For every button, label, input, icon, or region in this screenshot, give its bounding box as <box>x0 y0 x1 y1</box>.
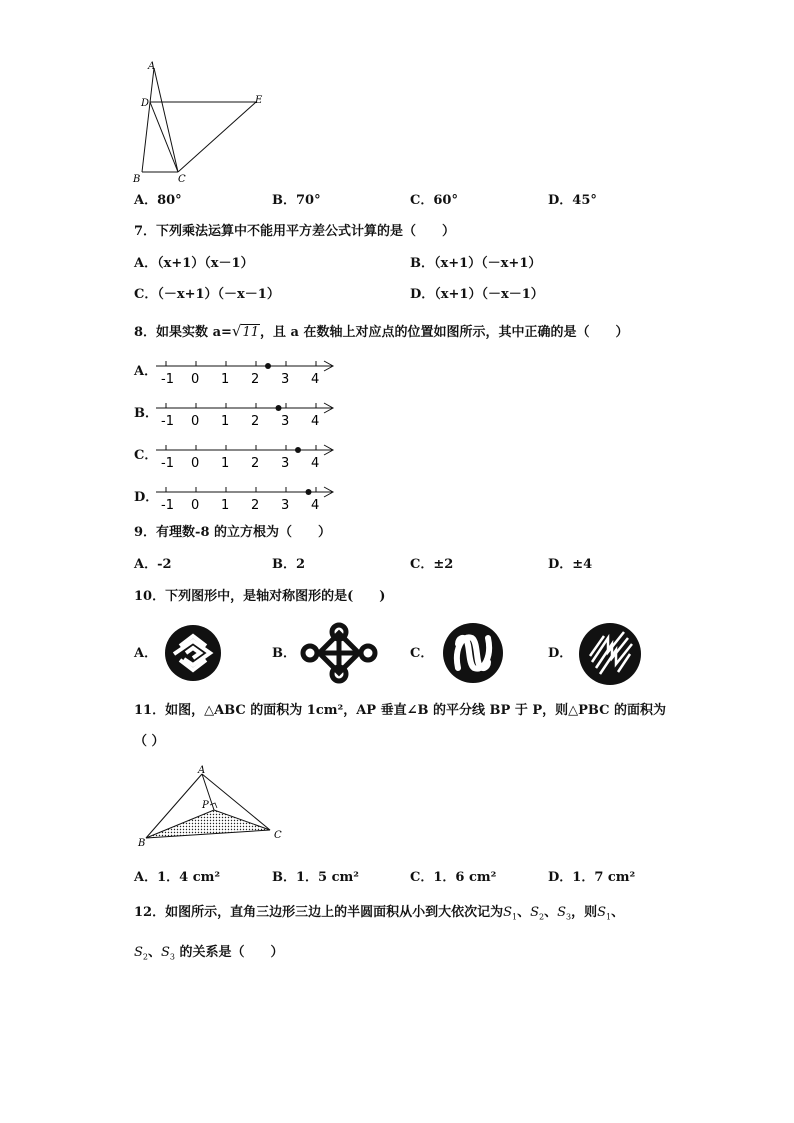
q6-option-a[interactable]: A．80° <box>134 193 182 208</box>
tick-label: 4 <box>311 372 320 386</box>
tick-label: 0 <box>191 414 200 428</box>
q9-stem: 9．有理数-8 的立方根为（ ） <box>134 525 332 540</box>
tick-label: -1 <box>161 498 174 512</box>
tick-label: 1 <box>221 456 230 470</box>
tick-label: -1 <box>161 372 174 386</box>
q7-option-a[interactable]: A．（x+1）（x－1） <box>134 256 254 271</box>
q10-option-b-label[interactable]: B． <box>272 646 296 661</box>
q12-stem-pre: 12．如图所示，直角三边形三边上的半圆面积从小到大依次记为 <box>134 905 504 920</box>
point-a <box>276 405 282 411</box>
tick-label: 1 <box>221 414 230 428</box>
label-E: E <box>255 95 263 106</box>
tick-label: 1 <box>221 372 230 386</box>
tick-label: 0 <box>191 372 200 386</box>
china-mobile-logo-icon[interactable] <box>164 624 222 682</box>
q8-number-line-d[interactable] <box>154 484 336 512</box>
q8-number-line-b[interactable] <box>154 400 336 428</box>
tick-label: 4 <box>311 456 320 470</box>
q9-option-a[interactable]: A．-2 <box>134 557 172 572</box>
q8-stem-pre: 8．如果实数 a= <box>134 325 232 340</box>
tick-label: 3 <box>281 372 290 386</box>
tick-label: 2 <box>251 372 260 386</box>
tick-label: -1 <box>161 414 174 428</box>
s3-symbol: $S_3$ <box>557 905 572 922</box>
label-B: B <box>133 174 141 185</box>
q11-stem-line1: 11．如图，△ABC 的面积为 1cm²，AP 垂直∠B 的平分线 BP 于 P，则△PBC 的面积为 <box>134 703 666 718</box>
q12-stem-post: 的关系是（ ） <box>175 945 284 960</box>
striped-emblem-icon[interactable] <box>578 622 642 686</box>
label-A: A <box>198 765 206 776</box>
q12-stem-line2: $S_2$、$S_3$ 的关系是（ ） <box>134 945 284 962</box>
q7-option-c[interactable]: C．（－x+1）（－x－1） <box>134 287 280 302</box>
q10-option-c-label[interactable]: C． <box>410 646 434 661</box>
q8-option-b-label[interactable]: B． <box>134 406 158 421</box>
q8-number-line-c[interactable] <box>154 442 336 470</box>
label-A: A <box>148 61 156 72</box>
label-C: C <box>178 174 186 185</box>
q9-option-c[interactable]: C．±2 <box>410 557 454 572</box>
q9-option-d[interactable]: D．±4 <box>548 557 593 572</box>
tick-label: 3 <box>281 456 290 470</box>
point-a <box>295 447 301 453</box>
label-C: C <box>274 830 282 841</box>
q11-option-b[interactable]: B．1．5 cm² <box>272 870 359 885</box>
s3-symbol-repeat: $S_3$ <box>161 945 176 962</box>
q12-stem-line1: 12．如图所示，直角三边形三边上的半圆面积从小到大依次记为$S_1$、$S_2$、$S_3$，则$S_1$、 <box>134 905 625 922</box>
tick-label: 2 <box>251 414 260 428</box>
q8-number-line-a[interactable] <box>154 358 336 386</box>
tick-label: 1 <box>221 498 230 512</box>
q8-option-c-label[interactable]: C． <box>134 448 158 463</box>
tick-label: 4 <box>311 414 320 428</box>
q6-option-b[interactable]: B．70° <box>272 193 321 208</box>
s2-symbol-repeat: $S_2$ <box>134 945 148 962</box>
q9-option-b[interactable]: B．2 <box>272 557 306 572</box>
tick-label: 3 <box>281 498 290 512</box>
q11-option-c[interactable]: C．1．6 cm² <box>410 870 497 885</box>
sqrt-symbol: √ <box>231 322 242 340</box>
q11-triangle-figure <box>134 762 294 848</box>
q8-option-a-label[interactable]: A． <box>134 364 158 379</box>
label-B: B <box>138 838 146 848</box>
q11-option-d[interactable]: D．1．7 cm² <box>548 870 636 885</box>
s2-symbol: $S_2$ <box>530 905 545 922</box>
tick-label: 3 <box>281 414 290 428</box>
q8-stem <box>134 323 628 341</box>
q7-option-b[interactable]: B．（x+1）（－x+1） <box>410 256 542 271</box>
q11-option-a[interactable]: A．1．4 cm² <box>134 870 221 885</box>
q11-stem-line2: （ ） <box>134 734 165 749</box>
q6-triangle-figure <box>128 58 268 186</box>
label-P: P <box>202 800 209 811</box>
q6-option-c[interactable]: C．60° <box>410 193 458 208</box>
q10-option-d-label[interactable]: D． <box>548 646 573 661</box>
s1-symbol-repeat: $S_1$ <box>597 905 612 922</box>
label-D: D <box>141 98 150 109</box>
q7-option-d[interactable]: D．（x+1）（－x－1） <box>410 287 544 302</box>
tick-label: 4 <box>311 498 320 512</box>
q10-stem: 10．下列图形中，是轴对称图形的是( ) <box>134 589 386 604</box>
china-unicom-knot-icon[interactable] <box>300 622 378 684</box>
n-emblem-icon[interactable] <box>442 622 504 684</box>
tick-label: 2 <box>251 498 260 512</box>
point-a <box>265 363 271 369</box>
tick-label: 0 <box>191 456 200 470</box>
q8-stem-post: ，且 a 在数轴上对应点的位置如图所示，其中正确的是（ ） <box>260 325 629 340</box>
s1-symbol: $S_1$ <box>503 905 518 922</box>
tick-label: 0 <box>191 498 200 512</box>
q7-stem: 7．下列乘法运算中不能用平方差公式计算的是（ ） <box>134 224 456 239</box>
tick-label: -1 <box>161 456 174 470</box>
sqrt-radicand: 11 <box>242 325 259 340</box>
tick-label: 2 <box>251 456 260 470</box>
q8-option-d-label[interactable]: D． <box>134 490 159 505</box>
point-a <box>306 489 312 495</box>
q6-option-d[interactable]: D．45° <box>548 193 597 208</box>
q10-option-a-label[interactable]: A． <box>134 646 158 661</box>
